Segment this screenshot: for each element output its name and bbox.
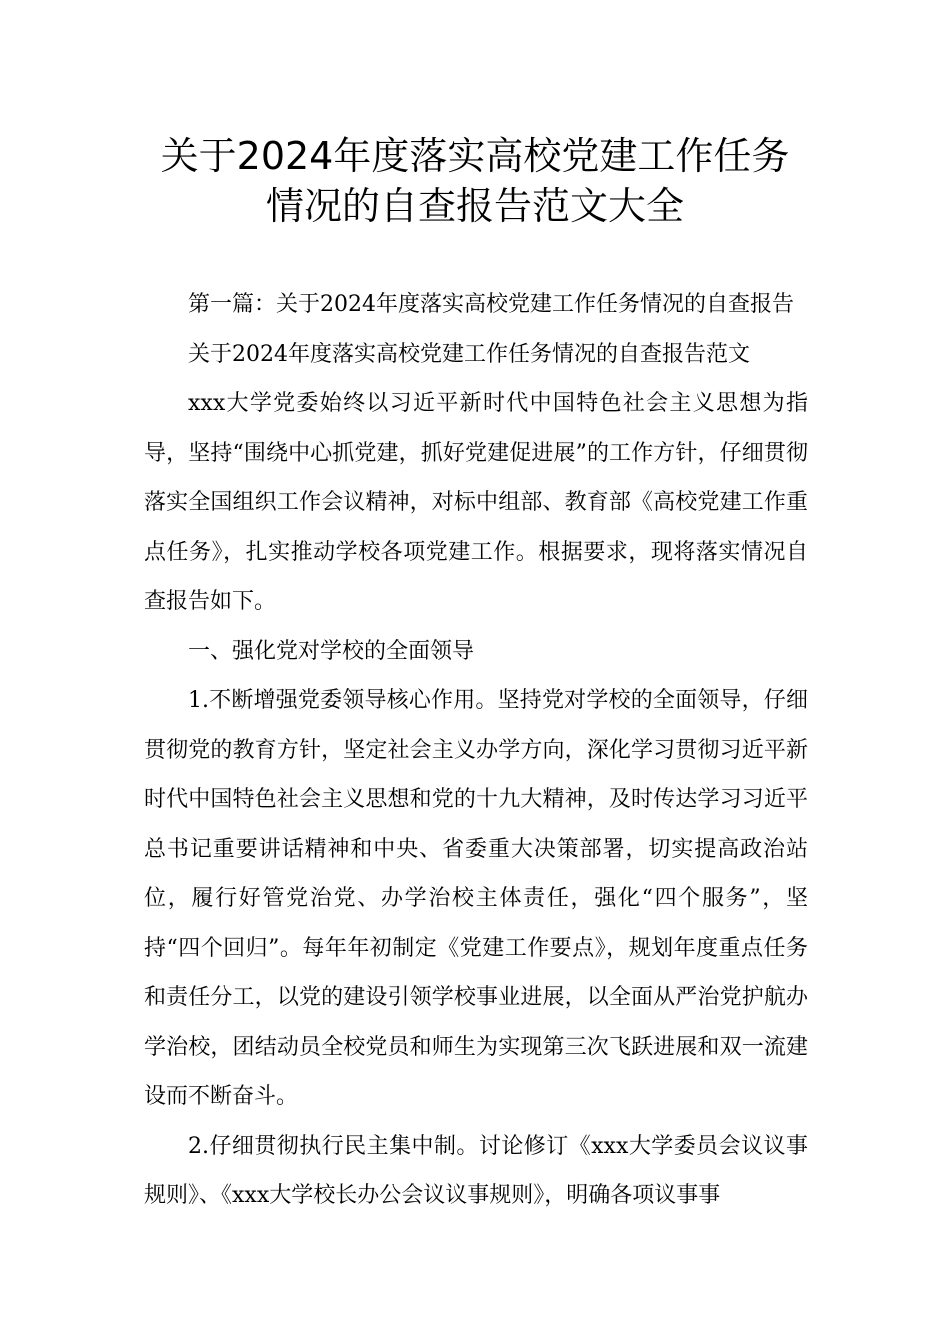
- paragraph-item-1: 1.不断增强党委领导核心作用。坚持党对学校的全面领导，仔细贯彻党的教育方针，坚定社会主义办学方向，深化学习贯彻习近平新时代中国特色社会主义思想和党的十九大精神，及时传达学习习近平总书记重要讲话精神和中央、省委重大决策部署，切实提高政治站位，履行好管党治党、办学治校主体责任，强化“四个服务”，坚持“四个回归”。每年年初制定《党建工作要点》，规划年度重点任务和责任分工，以党的建设引领学校事业进展，以全面从严治党护航办学治校，团结动员全校党员和师生为实现第三次飞跃进展和双一流建设而不断奋斗。: [144, 688, 808, 1109]
- report-subtitle: 关于2024年度落实高校党建工作任务情况的自查报告范文: [188, 341, 750, 367]
- paragraph-item-2: 2.仔细贯彻执行民主集中制。讨论修订《xxx大学委员会议议事规则》、《xxx大学校长办公会议议事规则》，明确各项议事事: [144, 1133, 808, 1208]
- document-title-line-2: 情况的自查报告范文大全: [265, 184, 684, 228]
- document-body: [144, 280, 808, 1221]
- section-heading-part-one: 第一篇：关于2024年度落实高校党建工作任务情况的自查报告: [188, 292, 794, 317]
- intro-paragraph: xxx大学党委始终以习近平新时代中国特色社会主义思想为指导，坚持“围绕中心抓党建，抓好党建促进展”的工作方针，仔细贯彻落实全国组织工作会议精神，对标中组部、教育部《高校党建工作重点任务》，扎实推动学校各项党建工作。根据要求，现将落实情况自查报告如下。: [144, 391, 808, 614]
- section-heading-leadership: 一、强化党对学校的全面领导: [188, 638, 475, 664]
- document-title-line-1: 关于2024年度落实高校党建工作任务: [160, 134, 790, 178]
